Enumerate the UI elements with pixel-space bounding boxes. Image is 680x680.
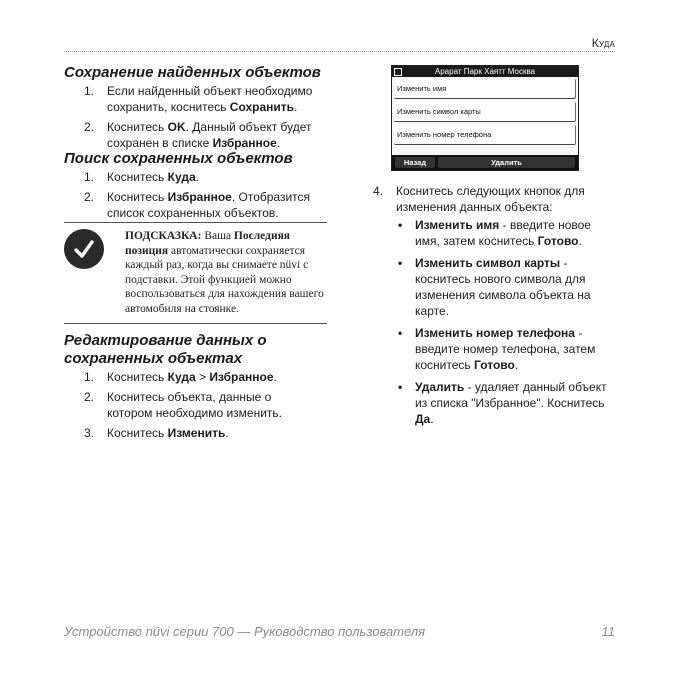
ui-term: Готово	[537, 234, 579, 248]
tip-body: Ваша	[201, 230, 234, 242]
heading-save-objects: Сохранение найденных объектов	[64, 64, 321, 81]
list-item	[84, 169, 314, 185]
bullet-text: - коснитесь нового символа для изменения символа объекта на карте.	[415, 256, 591, 318]
option-edit-name: Изменить имя	[394, 79, 576, 99]
bullet: •	[398, 218, 403, 232]
ui-term: Последняя позиция	[125, 230, 291, 257]
step-text: Коснитесь	[107, 170, 168, 184]
step-text: Коснитесь следующих кнопок для изменения данных объекта:	[396, 184, 585, 214]
delete-button: Удалить	[438, 157, 575, 168]
step-number: 2.	[84, 390, 95, 404]
ui-term: Изменить имя	[415, 218, 500, 232]
step-text: Если найденный объект необходимо сохранить, коснитесь	[107, 84, 313, 114]
step-text: Коснитесь	[107, 370, 168, 384]
tip-text	[125, 229, 335, 317]
list-item	[373, 183, 598, 215]
step-text: .	[195, 170, 199, 184]
bullet: •	[398, 380, 403, 394]
ui-term: Куда	[167, 370, 196, 384]
list-item	[398, 217, 616, 249]
list-item	[84, 425, 314, 441]
ui-term: Куда	[167, 170, 196, 184]
heading-edit-saved: Редактирование данных о сохраненных объектах	[64, 332, 267, 367]
running-header-section: Куда	[591, 36, 615, 50]
step-number: 4.	[373, 184, 384, 198]
ui-term: OK	[167, 120, 186, 134]
step-text: . Данный объект будет сохранен в списке	[107, 120, 312, 150]
step-number: 2.	[84, 190, 95, 204]
step-number: 1.	[84, 370, 95, 384]
option-edit-map-symbol: Изменить символ карты	[394, 102, 576, 122]
step-text: Коснитесь	[107, 190, 168, 204]
ui-term: Изменить символ карты	[415, 256, 561, 270]
screen-title-bar	[392, 66, 578, 77]
header-rule	[64, 51, 615, 52]
list-item	[84, 389, 314, 421]
bullet-text: .	[514, 358, 519, 372]
tip-box	[64, 222, 327, 324]
search-steps-list	[84, 169, 314, 225]
list-item	[84, 189, 314, 221]
edit-steps-list	[84, 369, 314, 445]
ui-term: Избранное	[209, 370, 274, 384]
list-item	[398, 379, 616, 427]
bullet-text: .	[430, 412, 434, 426]
list-item	[84, 119, 324, 151]
ui-term: Изменить номер телефона	[415, 326, 575, 340]
ui-term: Готово	[474, 358, 515, 372]
list-item	[84, 369, 314, 385]
bullet-text: .	[578, 234, 582, 248]
step-number: 2.	[84, 120, 95, 134]
heading-search-saved: Поиск сохраненных объектов	[64, 150, 293, 167]
edit-options-list	[398, 217, 616, 433]
ui-term: Удалить	[415, 380, 465, 394]
list-item	[398, 255, 616, 319]
bullet-text: - введите номер телефона, затем коснитесь	[415, 326, 596, 372]
list-item	[398, 325, 616, 373]
page-number: 11	[601, 624, 615, 639]
bullet-text: - удаляет данный объект из списка "Избранное". Коснитесь	[415, 380, 607, 410]
tip-body: автоматически сохраняется каждый раз, когда вы снимаете nüvi с подставки. Этой функцией можно воспользоваться для нахождения вашего автомобиля на стоянке.	[125, 244, 324, 315]
save-steps-list	[84, 83, 324, 155]
list-item	[84, 83, 324, 115]
device-screenshot	[391, 65, 579, 171]
ui-term: Сохранить	[229, 100, 295, 114]
step-text: .	[276, 136, 281, 150]
option-edit-phone: Изменить номер телефона	[394, 125, 576, 145]
step-text: >	[195, 370, 210, 384]
step-text: .	[273, 370, 277, 384]
ui-term: Изменить	[167, 426, 226, 440]
step-text: Коснитесь	[107, 426, 168, 440]
step-text: Коснитесь объекта, данные о котором необходимо изменить.	[107, 390, 282, 420]
step-text: .	[225, 426, 229, 440]
ui-term: Избранное	[167, 190, 232, 204]
ui-term: Избранное	[212, 136, 277, 150]
step-text: Коснитесь	[107, 120, 168, 134]
screen-button-bar	[392, 155, 578, 170]
footer-title: Устройство nüvi серии 700 — Руководство пользователя	[64, 624, 426, 639]
screen-title: Арарат Парк Хаятт Москва	[434, 67, 536, 76]
tip-label: ПОДСКАЗКА:	[125, 230, 202, 242]
bullet: •	[398, 326, 403, 340]
step-text: . Отобразится список сохраненных объектов.	[107, 190, 311, 220]
step-number: 3.	[84, 426, 95, 440]
bullet: •	[398, 256, 403, 270]
edit-steps-continued	[373, 183, 598, 219]
step-text: .	[294, 100, 298, 114]
bullet-text: - введите новое имя, затем коснитесь	[415, 218, 591, 248]
checkmark-icon	[64, 229, 104, 269]
back-button: Назад	[395, 157, 435, 168]
step-number: 1.	[84, 84, 95, 98]
step-number: 1.	[84, 170, 95, 184]
ui-term: Да	[415, 412, 431, 426]
